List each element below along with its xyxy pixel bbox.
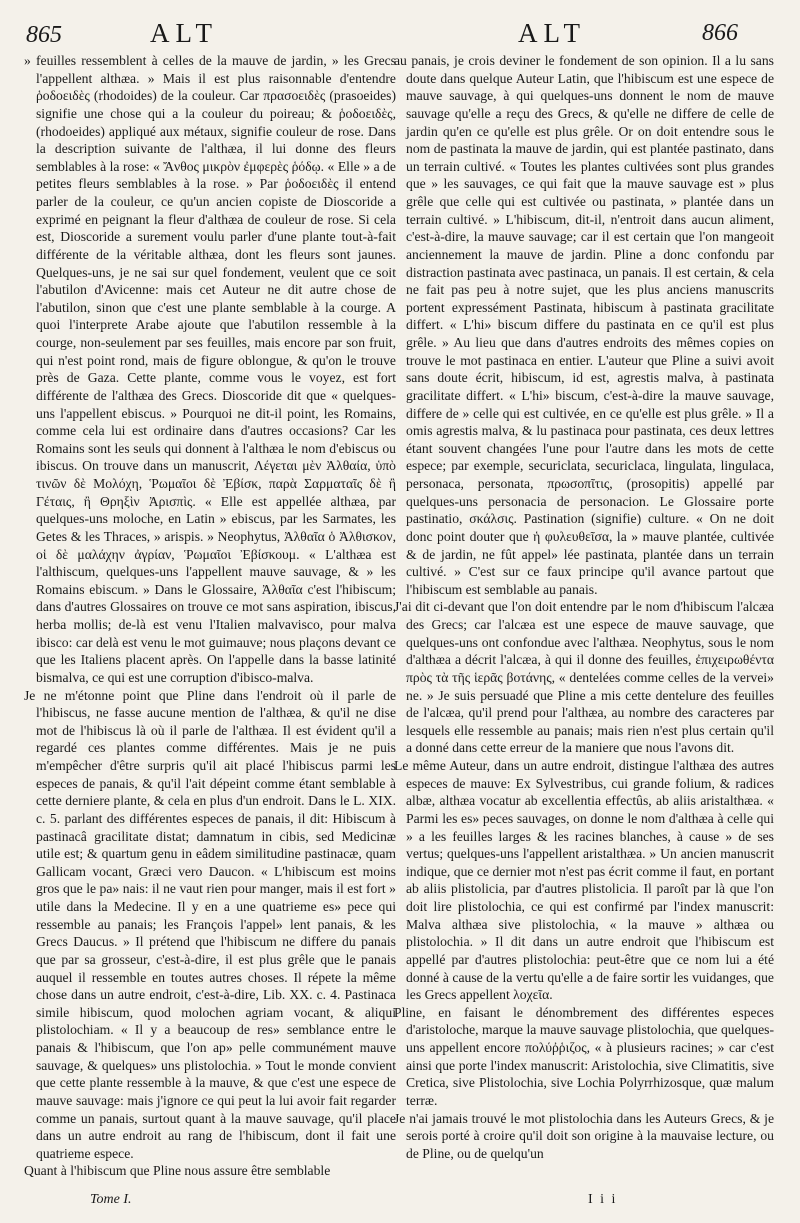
volume-label: Tome I. (90, 1192, 132, 1207)
page-number-left: 865 (26, 22, 62, 48)
page-number-right: 866 (702, 20, 738, 46)
paragraph: Je n'ai jamais trouvé le mot plistolochia dans les Auteurs Grecs, & je serois porté à croire qu'il doit son origine à la mauvaise lecture, ou de Pline, ou de quelqu'un (394, 1110, 774, 1161)
headword-left: ALT (150, 18, 219, 48)
running-header (0, 18, 800, 52)
paragraph: Je ne m'étonne point que Pline dans l'endroit où il parle de l'hibiscus, ne fasse aucune mention de l'althæa, & qu'il ne dise mot de l'hibiscus là où il parle de l'althæa. Il est évident qu'il a regardé ces plantes comme différentes. Mais je ne puis m'empêcher d'être surpris qu'il ait placé l'hibiscus parmi les especes de panais, & qu'il l'ait dépeint comme étant semblable à cette derniere plante, & cela en plus d'un endroit. Dans le L. XIX. c. 5. parlant des différentes especes de panais, il dit: Hibiscum à pastinacâ gracilitate distat; damnatum in cibis, sed Medicinæ utile est; & quartum genu in eâdem similitudine pastinacæ, quam Gallicam vocant, Græci vero Daucon. « L'hibiscum est moins gros que le pa» nais: il ne vaut rien pour manger, mais il est fort » utile dans la Medecine. Il y en a une quatrieme es» pece qui ressemble au panais; les François l'appel» lent panais, & les Grecs Daucus. » Il prétend que l'hibiscum ne differe du panais que par sa grosseur, c'est-à-dire, il est plus grêle que le panais auquel il ressemble en toutes autres choses. Il répete la même chose dans un autre endroit, c'est-à-dire, Lib. XX. c. 4. Pastinaca simile hibiscum, quod molochen agriam vocant, & aliqui plistolochiam. « Il y a beaucoup de res» semblance entre le panais & l'hibiscum, que l'on ap» pelle communément mauve sauvage, & quelques» uns plistolochia. » Tout le monde convient que cette plante ressemble à la mauve, & que c'est une espece de mauve sauvage: mais j'ignore ce qui peut la lui avoir fait regarder comme un panais, surtout quant à la mauve sauvage, qu'il place dans un autre endroit au rang de l'hibiscum, dont il fait une quatrieme espece. (24, 687, 396, 1161)
paragraph: Pline, en faisant le dénombrement des différentes especes d'aristoloche, marque la mauve sauvage plistolochia, que quelques-uns appellent encore πολύῤῥιζος, « à plusieurs racines; » car c'est ainsi que porte l'index manuscrit: Aristolochia, sive Climatitis, sive Cretica, sive Plistolochia, sive Lochia Polyrrhizosque, quæ malum terræ. (394, 1004, 774, 1108)
paragraph: au panais, je crois deviner le fondement de son opinion. Il a lu sans doute dans quelque Auteur Latin, que l'hibiscum est une espece de mauve sauvage, à qui quelques-uns donnent le nom de mauve sauvage qu'elle a reçu des Grecs, & qu'elle ne differe de celle de jardin qu'en ce qu'elle est plus grêle. Or on doit entendre sous le nom de pastinata la mauve de jardin, qui est plantée pastinato, dans un terrain cultivé. « Toutes les plantes cultivées sont plus grandes que » les sauvages, ce qui fait que la mauve sauvage est » plus grêle que celle qui est cultivée ou pastinata, » plantée dans un terrain cultivé. » L'hibiscum, dit-il, n'entroit dans aucun aliment, c'est-à-dire, la mauve sauvage; car il est certain que l'on mangeoit anciennement la mauve de jardin. Pline a donc confondu par distraction pastinata avec pastinaca, un panais. Il est certain, & cela ne fait pas peu à notre sujet, que les plus anciens manuscrits portent expressément Pastinata, hibiscum à pastinata gracilitate differt. « L'hi» biscum differe du pastinata en ce qu'il est plus grêle. » Au lieu que dans d'autres endroits des mêmes copies on trouve le mot pastinaca en entier. L'auteur que Pline a suivi avoit sans doute écrit, hibiscum, id est, agrestis malva, à pastinata gracilitate differt. « L'hi» biscum, c'est-à-dire la mauve sauvage, differe de » celle qui est cultivée, en ce qu'elle est plus grêle. » Il a omis agrestis malva, & lu pastinaca pour pastinata, ces deux lettres étant souvent changées l'une pour l'autre dans les mots de cette espece; par exemple, securiclata, securiclaca, lingulata, lingulaca, personaca, personata, πρωσοπῖτις, (prosopitis) appellé par quelques-uns personacia de personacion. Le Glossaire porte pastinatio, σκάλσις. Pastination (signifie) culture. « On ne doit donc point douter que ἡ φυλευθεῖσα, la » mauve plantée, cultivée & de jardin, ne fût appel» lée pastinata, plantée dans un terrain cultivé. » C'est sur ce faux principe qu'il avance partout que l'hibiscum est semblable au panais. (394, 53, 774, 597)
paragraph: Quant à l'hibiscum que Pline nous assure être semblable (24, 1163, 331, 1179)
paragraph: J'ai dit ci-devant que l'on doit entendre par le nom d'hibiscum l'alcæa des Grecs; car l'alcæa est une espece de mauve sauvage, que quelques-uns ont confondue avec l'althæa. Neophytus, sous le nom d'althæa a décrit l'alcæa, à qui il donne des feuilles, ἐπιχειρωθέντα πρὸς τὰ τῆς ἱερᾶς βοτάνης, « dentelées comme celles de la vervei» ne. » Je suis persuadé que Pline a mis cette dentelure des feuilles de l'alcæa, qu'il prend pour l'althæa, au nombre des caracteres par lesquels elle ressemble au panais; mais rien n'est plus certain qu'il a donné dans cette erreur de la maniere que nous l'avons dit. (394, 599, 774, 756)
paragraph: Le même Auteur, dans un autre endroit, distingue l'althæa des autres especes de mauve: Ex Sylvestribus, cui grande folium, & radices albæ, althæa vocatur ab excellentia effectûs, ab aliis aristalthæa. « Parmi les es» peces sauvages, on donne le nom d'althæa à celle qui » a les feuilles larges & les racines blanches, à cause » de ses vertus; quelques-uns l'appellent aristalthæa. » Un ancien manuscrit indique, que ce dernier mot n'est pas écrit comme il faut, en portant ab aliis plistolicia, par d'autres plistolicia. Il paroît par là que l'on doit lire plistolochia, ce qui est confirmé par l'index manuscrit: Malva althæa sive plistolochia, « la mauve » althæa ou plistolochia. » Il dit dans un autre endroit que l'hibiscum est appellé par d'autres plistolochia: peut-être que ce nom lui a été donné à cause de la vertu qu'elle a de faire sortir les vuidanges, que les Grecs appellent λοχεῖα. (394, 758, 774, 1003)
paragraph: » feuilles ressemblent à celles de la mauve de jardin, » les Grecs l'appellent althæa. » Mais il est plus raisonnable d'entendre ῥοδοειδὲς (rhodoides) de la couleur. Car πρασοειδὲς (prasoeides) signifie une chose qui a la couleur du poireau; & ῥοδοειδὲς, (rhodoeides) appliqué aux métaux, signifie couleur de rose. Dans la description suivante de l'althæa, il lui donne des fleurs semblables à la rose: « Ἄνθος μικρὸν ἐμφερὲς ῥόδῳ. « Elle » a de petites fleurs semblables à la rose. » Par ῥοδοειδὲς il entend parler de la couleur, ce qu'un ancien copiste de Dioscoride a exprimé en peignant la fleur d'althæa de couleur de rose. Si cela est, Dioscoride a surement voulu parler d'une plante tout-à-fait différente de la véritable althæa, dont les fleurs sont jaunes. Quelques-uns, je ne sai sur quel fondement, veulent que ce soit l'abutilon d'Avicenne: mais cet Auteur ne dit autre chose de l'abutilon, sinon que c'est une plante semblable à la courge. A quoi l'interprete Arabe ajoute que l'abutilon ressemble à la courge, non-seulement par ses feuilles, mais encore par son fruit, qui n'est point rond, mais de figure oblongue, & qu'on le trouve près de Gaza. Cette plante, comme vous le voyez, est fort différente de l'althæa des Grecs. Dioscoride dit que « quelques-uns l'appellent ebiscus. » Pourquoi ne dit-il point, les Romains, comme cela lui est ordinaire dans d'autres occasions? Car les Romains sont les seuls qui donnent à l'althæa le nom d'ebiscus ou ibiscus. On trouve dans un manuscrit, Λέγεται μὲν Ἀλθαία, ὑπὸ τινῶν δὲ Μολόχη, Ῥωμαῖοι δὲ Ἐβίσκ, παρὰ Σαρματαῖς δὲ ἢ Γέταις, ἢ Θρηξὶν Ἀρισπὶς. « Elle est appellée althæa, par quelques-uns moloche, en Latin » ebiscus, par les Sarmates, les Getes & les Thraces, » arispis. » Neophytus, Ἀλθαῖα ὁ Ἀλθισκον, οἱ δὲ μαλάχην ἀγρίαν, Ῥωμαῖοι Ἐβίσκουμ. « L'althæa est l'althiscum, quelques-uns l'appellent mauve sauvage, & » les Romains ebiscum. » Dans le Glossaire, Ἀλθαῖα c'est l'hibiscum; dans d'autres Glossaires on trouve ce mot sans aspiration, ibiscus, herba mollis; de-là est venu l'Italien malvavisco, pour malva ibisco: car delà est venu le mot guimauve; nous plaçons devant ce que les Italiens placent après. On l'appelle dans la basse latinité bismalva, ce qui est une corruption d'ibisco-malva. (24, 53, 396, 685)
left-column (24, 52, 396, 1180)
headword-right: ALT (518, 18, 587, 48)
right-column (394, 52, 774, 1162)
signature-mark: I i i (588, 1192, 618, 1207)
